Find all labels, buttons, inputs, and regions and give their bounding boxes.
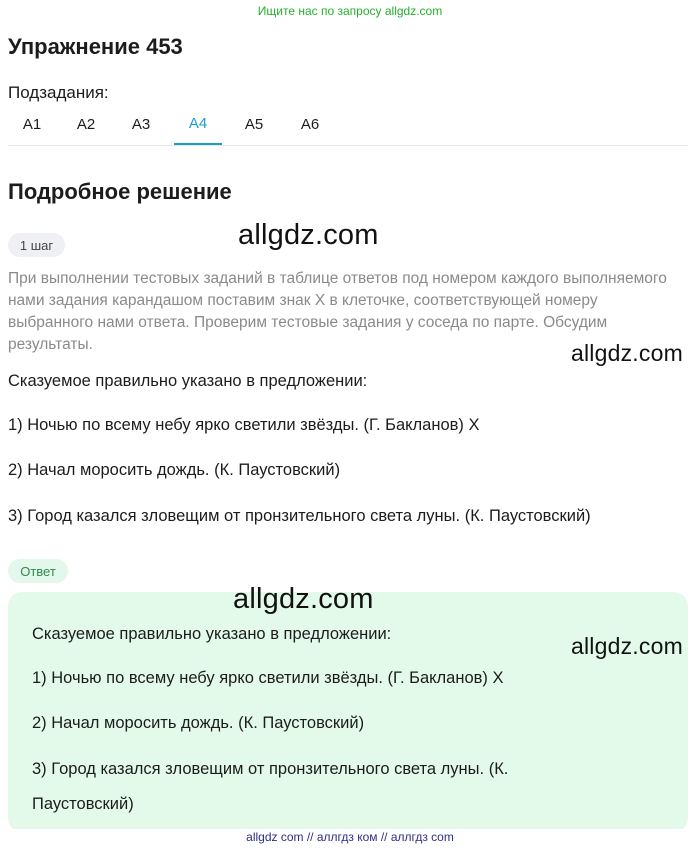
subtasks-label: Подзадания: <box>8 83 109 102</box>
tab-a3[interactable]: A3 <box>131 115 151 133</box>
tab-a4[interactable]: A4 <box>174 104 222 145</box>
question-text: Сказуемое правильно указано в предложении: <box>8 372 368 390</box>
watermark: allgdz.com <box>571 340 683 366</box>
option-2: 2) Начал моросить дождь. (К. Паустовский) <box>8 461 341 479</box>
tab-a1[interactable]: A1 <box>22 115 42 133</box>
answer-option-3: 3) Город казался зловещим от пронзительного света луны. (К. <box>32 760 509 778</box>
answer-badge: Ответ <box>8 559 68 583</box>
tab-a6[interactable]: A6 <box>300 115 320 133</box>
watermark: allgdz.com <box>233 583 374 615</box>
answer-option-3-continued: Паустовский) <box>32 795 134 813</box>
tab-a5[interactable]: A5 <box>244 115 264 133</box>
watermark: allgdz.com <box>238 219 379 251</box>
footer-links: allgdz com // аллгдз ком // аллгдз com <box>0 829 700 850</box>
search-hint-banner: Ищите нас по запросу allgdz.com <box>257 4 443 18</box>
solution-title: Подробное решение <box>8 179 232 204</box>
watermark: allgdz.com <box>571 633 683 659</box>
step-badge: 1 шаг <box>8 233 65 257</box>
subtask-tabs <box>8 104 688 146</box>
answer-option-2: 2) Начал моросить дождь. (К. Паустовский) <box>32 714 365 732</box>
answer-option-1: 1) Ночью по всему небу ярко светили звёзды. (Г. Бакланов) X <box>32 669 504 687</box>
page-title: Упражнение 453 <box>8 34 183 59</box>
answer-question: Сказуемое правильно указано в предложении: <box>32 625 392 643</box>
intro-paragraph: При выполнении тестовых заданий в таблице ответов под номером каждого выполняемого нами задания карандашом поставим знак X в клеточке, соответствующей номеру выбранного нами ответа. Проверим тестовые задания у соседа по парте. Обсудим результаты. <box>8 270 667 353</box>
option-1: 1) Ночью по всему небу ярко светили звёзды. (Г. Бакланов) X <box>8 416 480 434</box>
tab-a2[interactable]: A2 <box>76 115 96 133</box>
option-3: 3) Город казался зловещим от пронзительного света луны. (К. Паустовский) <box>8 507 591 525</box>
